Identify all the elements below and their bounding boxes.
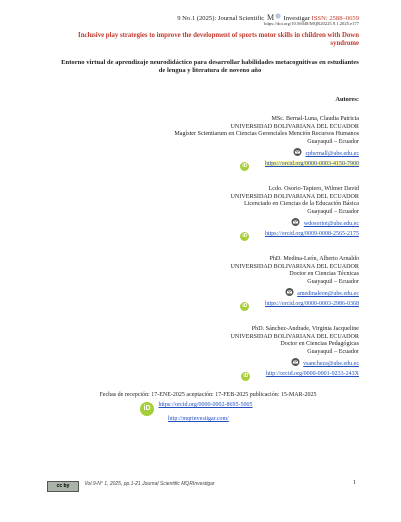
author-name: PhD. Sánchez-Andrade, Virginia Jacqueline [251,326,359,332]
page-number: 1 [353,480,356,486]
orcid-icon: iD [140,402,154,416]
author-block [231,186,359,241]
author-orcid-row [231,301,359,311]
author-email[interactable]: amedinaleon@ube.edu.ec [297,291,359,298]
author-degree: Licenciado en Ciencias de la Educación Básica [243,201,359,208]
author-email-row [174,148,359,159]
author-university: UNIVERSIDAD BOLIVARIANA DEL ECUADOR [230,123,359,130]
author-degree: Doctor en Ciencias Técnicas [289,271,359,278]
author-email[interactable]: cpbernall@ube.edu.ec [305,151,359,158]
title-spanish: Entorno virtual de aprendizaje neurodidáctico para desarrollar habilidades metacognitivas en estudiantes de lengua y literatura de noveno año [61,59,359,75]
email-icon [291,218,300,226]
author-location: Guayaquil – Ecuador [307,348,359,355]
author-university: UNIVERSIDAD BOLIVARIANA DEL ECUADOR [230,333,359,340]
author-degree: Magíster Scientiarum en Ciencias Gerenciales Mención Recursos Humanos [174,131,359,138]
orcid-icon: iD [242,302,248,309]
volume-label: 9 No.1 (2025): Journal Scientific [177,15,265,22]
email-icon [293,148,302,156]
footer-citation: Vol.9-N° 1, 2025, pp.1-21 Journal Scientific MQRInvestigar [84,481,215,487]
journal-website-link[interactable]: http://mqrinvestigar.com/ [168,416,229,422]
author-university: UNIVERSIDAD BOLIVARIANA DEL ECUADOR [230,193,359,200]
author-orcid-row [231,231,359,241]
author-block [231,256,359,311]
journal-orcid-row [140,402,253,416]
author-orcid-link[interactable]: https://orcid.org/0000-0003-4150-7900 [264,160,359,167]
author-location: Guayaquil – Ecuador [307,208,359,215]
issn-label: ISSN: 2588–0659 [311,15,359,22]
author-block [174,116,359,171]
author-location: Guayaquil – Ecuador [307,138,359,145]
author-orcid-link[interactable]: https://orcid.org/0000-0003-2986-0368 [264,300,359,307]
creative-commons-license-icon[interactable]: cc by [47,481,79,492]
author-name: PhD. Medina-León, Alberto Arnaldo [269,256,359,262]
email-icon [285,288,294,296]
page-footer [47,481,215,492]
journal-orcid-link[interactable]: https://orcid.org/0000-0002-8695-5005 [158,402,253,408]
author-orcid-row [231,371,359,381]
title-english: Inclusive play strategies to improve the development of sports motor skills in children with Down syndrome [78,32,359,48]
author-block [231,326,359,381]
author-degree: Doctor en Ciencias Pedagógicas [280,341,359,348]
author-email-row [231,288,359,299]
svg-text:M: M [266,13,274,22]
orcid-icon: iD [243,372,249,379]
author-email[interactable]: vsancheza@ube.edu.ec [303,361,359,368]
author-email-row [231,218,359,229]
author-email[interactable]: wdosoriot@ube.edu.ec [303,221,359,228]
author-orcid-link[interactable]: https://orcid.org/0009-0008-2565-2175 [264,230,359,237]
orcid-icon: iD [242,162,248,169]
author-email-row [231,358,359,369]
authors-heading: Autores: [335,96,359,103]
doi-link[interactable]: https://doi.org/10.56048/MQR20225.9.1.2025.e177 [264,21,359,26]
orcid-icon: iD [242,232,248,239]
author-university: UNIVERSIDAD BOLIVARIANA DEL ECUADOR [230,263,359,270]
author-orcid-link[interactable]: http://orcid.org/0000-0001-9233-243X [265,370,359,377]
publication-dates: Fechas de recepción: 17-ENE-2025 aceptación: 17-FEB-2025 publicación: 15-MAR-2025 [99,392,317,398]
author-name: Lcdo. Osorio-Tapiero, Wilmer David [268,186,359,192]
author-name: MSc. Bernal-Luna, Claudia Patricia [271,116,359,122]
author-location: Guayaquil – Ecuador [307,278,359,285]
journal-name: Investigar [283,15,310,22]
author-orcid-row [174,161,359,171]
email-icon [291,358,300,366]
